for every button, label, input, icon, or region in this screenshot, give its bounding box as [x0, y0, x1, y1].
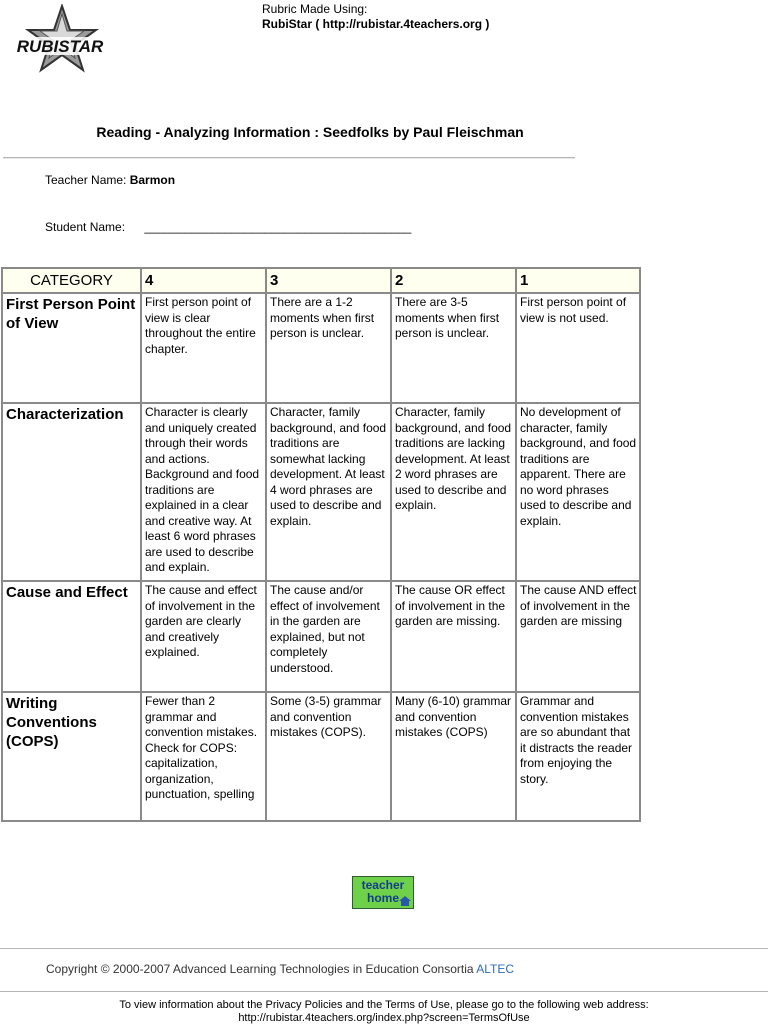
teacher-home-line2: home: [366, 891, 399, 905]
page-title: Reading - Analyzing Information : Seedfolks by Paul Fleischman: [96, 124, 524, 140]
cell-score-1: Grammar and convention mistakes are so abundant that it distracts the reader from enjoying the story.: [516, 692, 640, 821]
cell-score-4: The cause and effect of involvement in the garden are clearly and creatively explained.: [141, 581, 266, 692]
rubric-table: [1, 267, 641, 822]
cell-score-3: There are a 1-2 moments when first person is unclear.: [266, 293, 391, 403]
header-score-1: 1: [516, 268, 640, 293]
made-using-note: [262, 2, 489, 32]
rubistar-logo: [4, 4, 116, 80]
rubric-header-row: [2, 268, 640, 293]
teacher-home-button[interactable]: [352, 876, 414, 909]
header-score-4: 4: [141, 268, 266, 293]
rubric-row: [2, 581, 640, 692]
cell-score-4: Fewer than 2 grammar and convention mistakes. Check for COPS: capitalization, organization, punctuation, spelling: [141, 692, 266, 821]
cell-score-4: First person point of view is clear throughout the entire chapter.: [141, 293, 266, 403]
altec-link[interactable]: ALTEC: [476, 962, 515, 976]
cell-score-3: Character, family background, and food traditions are somewhat lacking development. At least 4 word phrases are used to describe and explain.: [266, 403, 391, 581]
teacher-name-value: Barmon: [129, 173, 176, 187]
rubric-row: [2, 293, 640, 403]
cell-score-4: Character is clearly and uniquely created through their words and actions. Background and food traditions are explained in a clear and creative way. At least 6 word phrases are used to describe and explain.: [141, 403, 266, 581]
star-logo-icon: [4, 4, 116, 80]
house-icon: [399, 896, 411, 906]
footer: [0, 999, 768, 1025]
rubric-row: [2, 692, 640, 821]
cell-score-2: Character, family background, and food traditions are lacking development. At least 2 word phrases are used to describe and explain.: [391, 403, 516, 581]
divider: [0, 991, 768, 992]
cell-score-3: The cause and/or effect of involvement in the garden are explained, but not completely understood.: [266, 581, 391, 692]
student-name-label: Student Name:: [45, 220, 126, 234]
row-category: First Person Point of View: [2, 293, 141, 403]
rubric-row: [2, 403, 640, 581]
rubistar-link[interactable]: RubiStar ( http://rubistar.4teachers.org ): [262, 17, 490, 31]
teacher-name-row: [45, 173, 175, 187]
header-score-2: 2: [391, 268, 516, 293]
cell-score-2: The cause OR effect of involvement in the garden are missing.: [391, 581, 516, 692]
row-category: Cause and Effect: [2, 581, 141, 692]
teacher-name-label: Teacher Name:: [45, 173, 127, 187]
cell-score-1: First person point of view is not used.: [516, 293, 640, 403]
cell-score-2: Many (6-10) grammar and convention mistakes (COPS): [391, 692, 516, 821]
cell-score-2: There are 3-5 moments when first person is unclear.: [391, 293, 516, 403]
cell-score-1: No development of character, family background, and food traditions are apparent. There are no word phrases used to describe and explain.: [516, 403, 640, 581]
divider: [3, 157, 575, 159]
divider: [0, 948, 768, 949]
header-score-3: 3: [266, 268, 391, 293]
footer-note: To view information about the Privacy Policies and the Terms of Use, please go to the following web address:: [119, 999, 649, 1011]
copyright-notice: [46, 962, 514, 976]
terms-of-use-link[interactable]: http://rubistar.4teachers.org/index.php?screen=TermsOfUse: [238, 1012, 530, 1024]
student-name-blank: ________________________________________: [144, 220, 412, 234]
made-using-label: Rubric Made Using:: [262, 2, 368, 16]
cell-score-3: Some (3-5) grammar and convention mistakes (COPS).: [266, 692, 391, 821]
cell-score-1: The cause AND effect of involvement in the garden are missing: [516, 581, 640, 692]
copyright-text: Copyright © 2000-2007 Advanced Learning Technologies in Education Consortia: [46, 962, 474, 976]
student-name-row: [45, 220, 411, 234]
teacher-home-line1: teacher: [361, 878, 405, 892]
row-category: Writing Conventions (COPS): [2, 692, 141, 821]
row-category: Characterization: [2, 403, 141, 581]
header-category: CATEGORY: [2, 268, 141, 293]
logo-wordmark: RUBISTAR: [16, 37, 104, 56]
